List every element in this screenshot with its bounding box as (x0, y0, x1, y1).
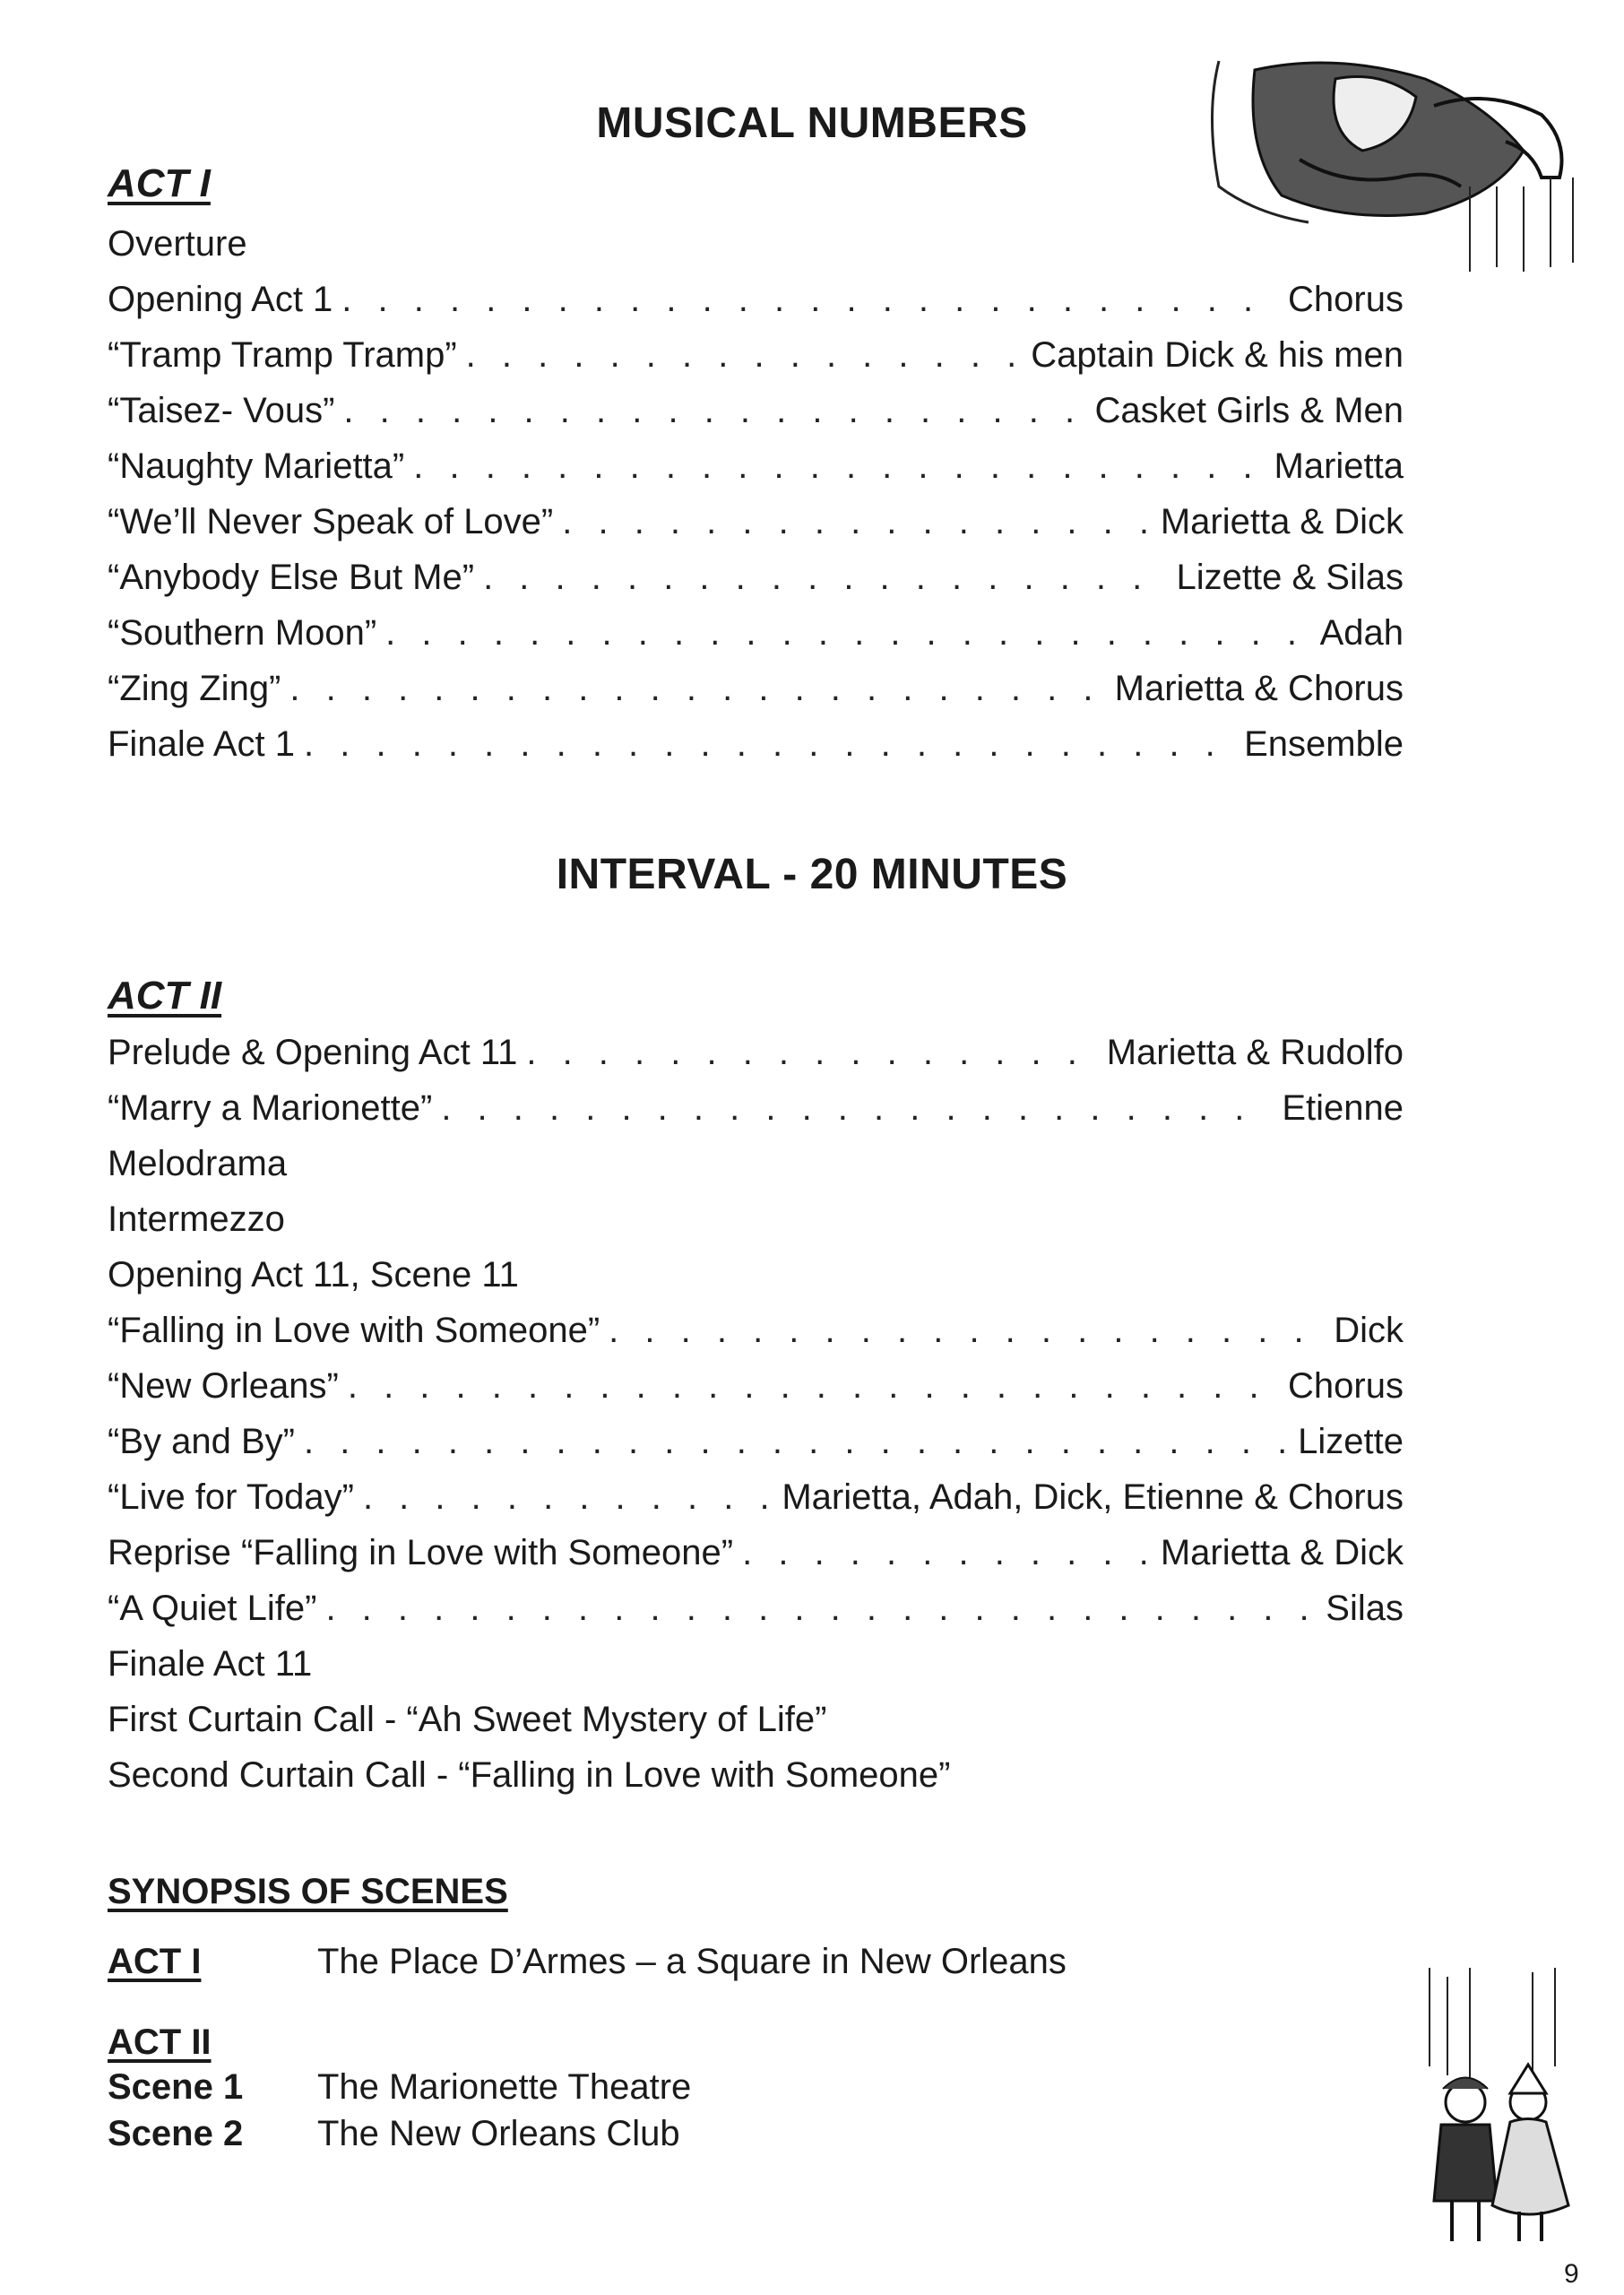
musical-number-row (108, 391, 1404, 446)
number-title: Finale Act 11 (108, 1644, 313, 1684)
act-2-numbers (108, 1033, 1404, 1811)
dot-leader (441, 1088, 1273, 1129)
interval-heading: INTERVAL - 20 MINUTES (556, 851, 1068, 898)
number-performer: Chorus (1288, 1366, 1404, 1406)
number-performer: Silas (1326, 1589, 1404, 1628)
number-title: “New Orleans” (108, 1366, 339, 1406)
number-performer: Adah (1319, 613, 1404, 653)
dot-leader (325, 1589, 1317, 1629)
musical-number-row (108, 1477, 1404, 1533)
synopsis-scene-1-label: Scene 1 (108, 2067, 244, 2107)
dot-leader (385, 613, 1310, 654)
synopsis-act-2-label: ACT II (108, 2022, 212, 2062)
synopsis-heading: SYNOPSIS OF SCENES (108, 1872, 508, 1911)
dot-leader (526, 1033, 1097, 1073)
synopsis-act-1 (108, 1942, 1067, 1982)
synopsis-act-1-text: The Place D’Armes – a Square in New Orleans (317, 1942, 1067, 1981)
number-performer: Marietta & Dick (1160, 1533, 1404, 1572)
number-title: “Taisez- Vous” (108, 391, 335, 430)
synopsis-scene-1 (108, 2067, 691, 2108)
dot-leader (341, 280, 1279, 320)
number-title: Overture (108, 224, 247, 264)
number-title: Melodrama (108, 1144, 288, 1183)
musical-number-row (108, 1589, 1404, 1644)
synopsis-scene-2 (108, 2114, 680, 2154)
musical-number-row (108, 446, 1404, 502)
synopsis-scene-2-label: Scene 2 (108, 2114, 244, 2153)
number-title: “A Quiet Life” (108, 1589, 317, 1628)
number-performer: Captain Dick & his men (1031, 335, 1404, 375)
musical-number-row (108, 502, 1404, 558)
musical-number-row (108, 1366, 1404, 1422)
musical-number-row (108, 1088, 1404, 1144)
number-title: “Zing Zing” (108, 669, 281, 708)
musical-number-row (108, 1311, 1404, 1366)
musical-number-row (108, 669, 1404, 724)
number-title: Opening Act 1 (108, 280, 333, 319)
number-title: First Curtain Call - “Ah Sweet Mystery of Life” (108, 1700, 827, 1739)
dot-leader (483, 558, 1167, 598)
page-number: 9 (1564, 2259, 1579, 2289)
dot-leader (343, 391, 1085, 431)
dot-leader (363, 1477, 773, 1518)
synopsis-act-2 (108, 2022, 317, 2063)
number-performer: Marietta & Rudolfo (1106, 1033, 1404, 1072)
number-performer: Lizette (1298, 1422, 1404, 1461)
dot-leader (348, 1366, 1279, 1407)
dot-leader (466, 335, 1023, 376)
number-title: “By and By” (108, 1422, 295, 1461)
number-title: “Tramp Tramp Tramp” (108, 335, 457, 375)
number-performer: Marietta & Chorus (1114, 669, 1404, 708)
number-title: Reprise “Falling in Love with Someone” (108, 1533, 734, 1572)
musical-number-row (108, 613, 1404, 669)
number-performer: Ensemble (1244, 724, 1404, 764)
dot-leader (742, 1533, 1152, 1573)
dot-leader (304, 724, 1235, 765)
number-performer: Marietta & Dick (1160, 502, 1404, 541)
act-1-heading: ACT I (108, 161, 211, 205)
number-title: Second Curtain Call - “Falling in Love with Someone” (108, 1755, 951, 1795)
act-2-heading: ACT II (108, 974, 222, 1018)
musical-number-row (108, 1422, 1404, 1477)
number-title: “Live for Today” (108, 1477, 354, 1517)
musical-number-row (108, 1700, 1404, 1755)
number-title: “Anybody Else But Me” (108, 558, 475, 597)
page-title: MUSICAL NUMBERS (596, 100, 1028, 147)
musical-number-row (108, 1255, 1404, 1311)
dot-leader (562, 502, 1152, 542)
musical-number-row (108, 724, 1404, 780)
musical-number-row (108, 1033, 1404, 1088)
synopsis-act-1-label: ACT I (108, 1942, 202, 1981)
act-1-numbers (108, 224, 1404, 780)
musical-number-row (108, 558, 1404, 613)
number-performer: Chorus (1288, 280, 1404, 319)
number-title: Intermezzo (108, 1199, 285, 1239)
musical-number-row (108, 1755, 1404, 1811)
musical-number-row (108, 335, 1404, 391)
number-performer: Casket Girls & Men (1094, 391, 1404, 430)
musical-number-row (108, 280, 1404, 335)
number-title: “Naughty Marietta” (108, 446, 405, 486)
number-title: Opening Act 11, Scene 11 (108, 1255, 519, 1295)
synopsis-scene-2-text: The New Orleans Club (317, 2114, 680, 2153)
musical-number-row (108, 1144, 1404, 1199)
number-title: “Marry a Marionette” (108, 1088, 433, 1128)
number-performer: Marietta, Adah, Dick, Etienne & Chorus (782, 1477, 1404, 1517)
musical-number-row (108, 1644, 1404, 1700)
number-performer: Lizette & Silas (1176, 558, 1404, 597)
dot-leader (289, 669, 1105, 709)
musical-number-row (108, 224, 1404, 280)
number-title: “We’ll Never Speak of Love” (108, 502, 554, 541)
number-performer: Etienne (1282, 1088, 1404, 1128)
number-title: Prelude & Opening Act 11 (108, 1033, 518, 1072)
dot-leader (413, 446, 1265, 487)
number-title: “Falling in Love with Someone” (108, 1311, 600, 1350)
synopsis-scene-1-text: The Marionette Theatre (317, 2067, 692, 2107)
dot-leader (304, 1422, 1289, 1462)
dot-leader (609, 1311, 1325, 1351)
musical-number-row (108, 1199, 1404, 1255)
number-performer: Marietta (1274, 446, 1404, 486)
marionette-couple-illustration (1416, 1968, 1577, 2259)
musical-number-row (108, 1533, 1404, 1589)
number-performer: Dick (1334, 1311, 1404, 1350)
number-title: “Southern Moon” (108, 613, 377, 653)
number-title: Finale Act 1 (108, 724, 296, 764)
